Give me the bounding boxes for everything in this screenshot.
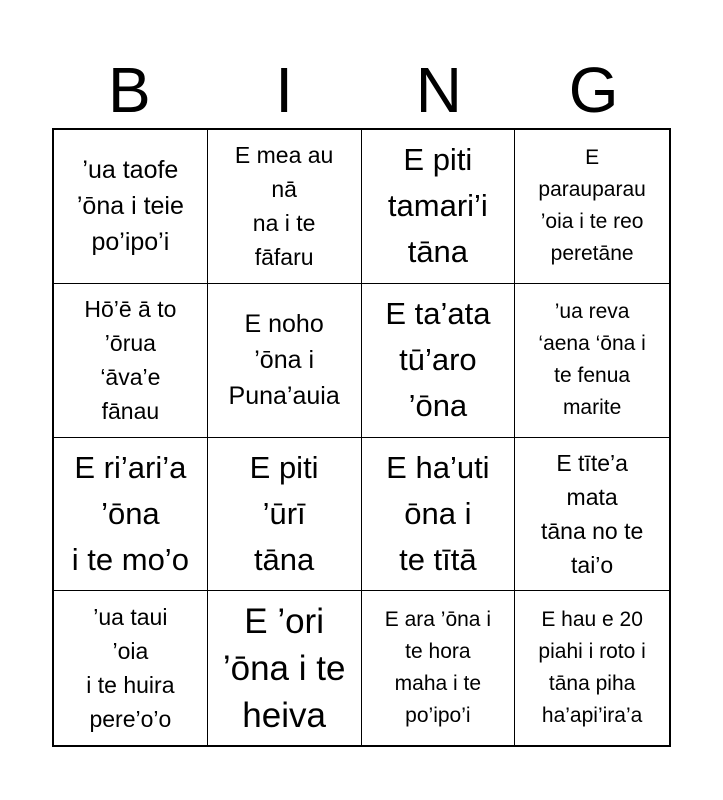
bingo-cell-r4-c2[interactable] xyxy=(208,591,362,745)
bingo-cell-r3-c3[interactable] xyxy=(362,438,516,592)
bingo-cell-text: E ’ori ’ōna i te heiva xyxy=(222,601,346,735)
bingo-cell-r1-c3[interactable] xyxy=(362,130,516,284)
bingo-cell-r2-c2[interactable] xyxy=(208,284,362,438)
bingo-cell-text: ’ua reva ‘aena ‘ōna i te fenua marite xyxy=(538,300,646,420)
bingo-cell-text: ’ua taui ’oia i te huira pere’o’o xyxy=(86,604,175,733)
bingo-cell-r1-c2[interactable] xyxy=(208,130,362,284)
bingo-header xyxy=(52,52,671,128)
bingo-cell-r1-c4[interactable] xyxy=(515,130,669,284)
bingo-cell-r4-c1[interactable] xyxy=(54,591,208,745)
bingo-cell-text: E hau e 20 piahi i roto i tāna piha ha’api’ira’a xyxy=(538,608,646,728)
header-letter-i: I xyxy=(275,54,294,126)
bingo-cell-r3-c1[interactable] xyxy=(54,438,208,592)
header-letter-b: B xyxy=(108,54,151,126)
bingo-cell-text: E piti ’ūrī tāna xyxy=(249,449,319,577)
bingo-cell-text: E ha’uti ōna i te tītā xyxy=(386,449,490,577)
bingo-cell-text: E noho ’ōna i Puna’auia xyxy=(228,310,340,411)
bingo-cell-r2-c1[interactable] xyxy=(54,284,208,438)
bingo-cell-r1-c1[interactable] xyxy=(54,130,208,284)
bingo-cell-text: ’ua taofe ’ōna i teie po’ipo’i xyxy=(76,156,184,257)
bingo-cell-r2-c3[interactable] xyxy=(362,284,516,438)
bingo-card-grid xyxy=(52,128,671,747)
bingo-cell-text: E tīte’a mata tāna no te tai’o xyxy=(540,449,644,578)
bingo-cell-r3-c4[interactable] xyxy=(515,438,669,592)
bingo-cell-text: E ta’ata tū’aro ’ōna xyxy=(385,296,491,424)
bingo-cell-r2-c4[interactable] xyxy=(515,284,669,438)
bingo-cell-text: E piti tamari’i tāna xyxy=(387,142,488,270)
header-letter-n: N xyxy=(415,54,462,126)
bingo-cell-r4-c4[interactable] xyxy=(515,591,669,745)
bingo-cell-text: Hō’ē ā to ’ōrua ‘āva’e fānau xyxy=(84,296,177,425)
header-letter-g: G xyxy=(568,54,619,126)
bingo-cell-text: E mea au nā na i te fāfaru xyxy=(234,142,334,271)
bingo-cell-r3-c2[interactable] xyxy=(208,438,362,592)
bingo-cell-text: E ara ’ōna i te hora maha i te po’ipo’i xyxy=(384,608,491,728)
bingo-cell-text: E parauparau ’oia i te reo peretāne xyxy=(538,146,646,266)
bingo-cell-text: E ri’ari’a ’ōna i te mo’o xyxy=(71,449,189,577)
bingo-cell-r4-c3[interactable] xyxy=(362,591,516,745)
